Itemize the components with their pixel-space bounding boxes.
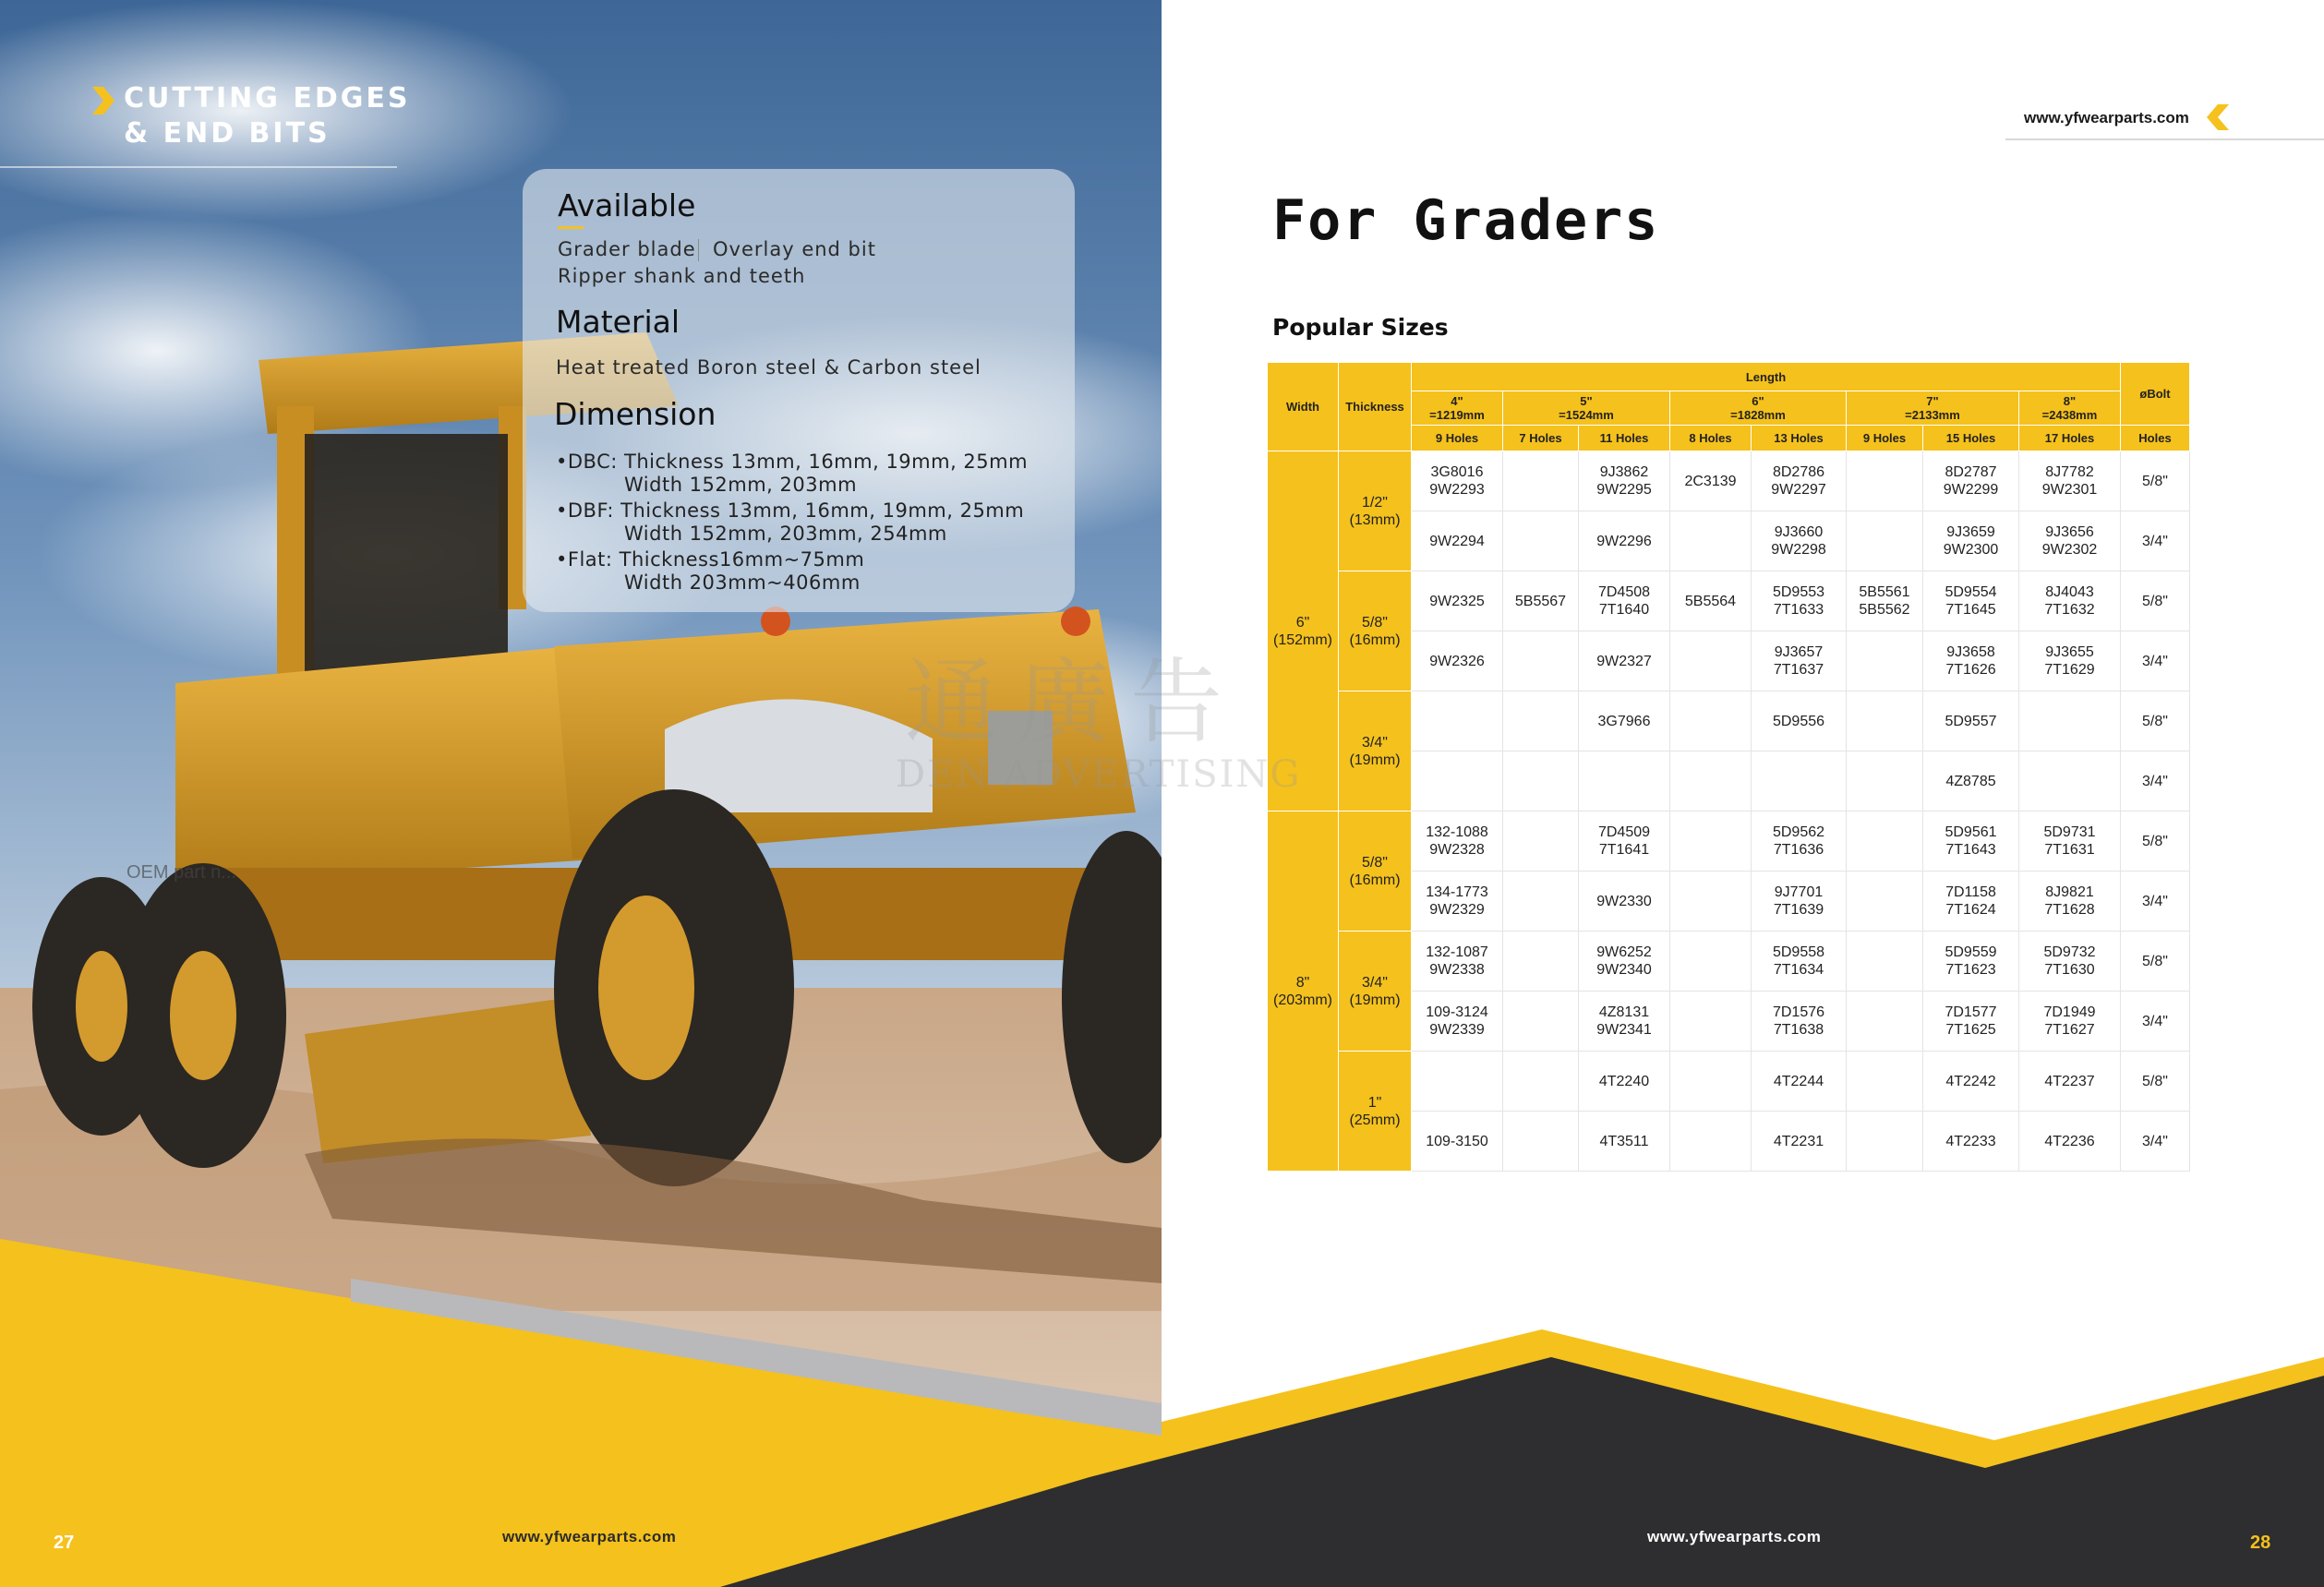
- part-number-cell: [1847, 511, 1923, 571]
- part-number-cell: [1503, 511, 1579, 571]
- width-cell: 6" (152mm): [1268, 451, 1339, 812]
- part-number-cell: 5D9731 7T1631: [2019, 812, 2121, 872]
- part-number-cell: 5D9553 7T1633: [1752, 571, 1847, 631]
- part-number-cell: 8D2787 9W2299: [1923, 451, 2019, 511]
- part-number-cell: 3G8016 9W2293: [1412, 451, 1503, 511]
- material-heading: Material: [556, 304, 680, 340]
- part-number-cell: 9W2325: [1412, 571, 1503, 631]
- part-number-cell: 9J3658 7T1626: [1923, 631, 2019, 691]
- part-number-cell: 4T2242: [1923, 1052, 2019, 1112]
- footer-url-right[interactable]: www.yfwearparts.com: [1647, 1528, 1822, 1545]
- part-number-cell: 4T2240: [1579, 1052, 1670, 1112]
- part-number-cell: [1847, 1112, 1923, 1172]
- part-number-cell: 132-1087 9W2338: [1412, 932, 1503, 992]
- width-cell: 8" (203mm): [1268, 812, 1339, 1172]
- part-number-cell: [1503, 1052, 1579, 1112]
- part-number-cell: 4T2233: [1923, 1112, 2019, 1172]
- part-number-cell: [1670, 992, 1752, 1052]
- part-number-cell: 134-1773 9W2329: [1412, 872, 1503, 932]
- part-number-cell: 9W2327: [1579, 631, 1670, 691]
- part-number-cell: 9J3655 7T1629: [2019, 631, 2121, 691]
- table-row: [1268, 691, 2190, 751]
- table-row: [1268, 451, 2190, 511]
- part-number-cell: 8J9821 7T1628: [2019, 872, 2121, 932]
- header-holes: 9 Holes: [1412, 426, 1503, 451]
- bolt-cell: 3/4": [2121, 751, 2190, 812]
- header-length: Length: [1412, 363, 2121, 391]
- table-body: [1268, 451, 2190, 1172]
- part-number-cell: 5D9558 7T1634: [1752, 932, 1847, 992]
- header-length-6: 6" =1828mm: [1670, 391, 1847, 426]
- sizes-table: [1267, 362, 2190, 1172]
- header-length-7: 7" =2133mm: [1847, 391, 2019, 426]
- thickness-cell: 3/4" (19mm): [1339, 691, 1412, 812]
- part-number-cell: [1579, 751, 1670, 812]
- part-number-cell: 3G7966: [1579, 691, 1670, 751]
- part-number-cell: 109-3150: [1412, 1112, 1503, 1172]
- bolt-cell: 5/8": [2121, 812, 2190, 872]
- page-number-left: 27: [54, 1533, 75, 1553]
- part-number-cell: [1847, 812, 1923, 872]
- part-number-cell: 5B5564: [1670, 571, 1752, 631]
- available-line1b: Overlay end bit: [713, 238, 876, 260]
- part-number-cell: [1670, 751, 1752, 812]
- part-number-cell: 9W2326: [1412, 631, 1503, 691]
- thickness-cell: 3/4" (19mm): [1339, 932, 1412, 1052]
- part-number-cell: 4T2244: [1752, 1052, 1847, 1112]
- part-number-cell: 7D1576 7T1638: [1752, 992, 1847, 1052]
- part-number-cell: [1847, 691, 1923, 751]
- available-line1: Grader blade: [558, 238, 696, 260]
- material-text: Heat treated Boron steel & Carbon steel: [556, 356, 981, 379]
- footer-url-left[interactable]: www.yfwearparts.com: [502, 1528, 677, 1545]
- header-holes: 11 Holes: [1579, 426, 1670, 451]
- part-number-cell: 7D1577 7T1625: [1923, 992, 2019, 1052]
- part-number-cell: [1847, 992, 1923, 1052]
- section-title-line1: CUTTING EDGES: [124, 82, 411, 114]
- header-holes: Holes: [2121, 426, 2190, 451]
- header-length-8: 8" =2438mm: [2019, 391, 2121, 426]
- part-number-cell: [1670, 631, 1752, 691]
- part-number-cell: [1670, 872, 1752, 932]
- bolt-cell: 3/4": [2121, 1112, 2190, 1172]
- part-number-cell: 5D9557: [1923, 691, 2019, 751]
- part-number-cell: [1503, 872, 1579, 932]
- watermark-en: DEN ADVERTISING: [896, 753, 1302, 796]
- part-number-cell: 9W2330: [1579, 872, 1670, 932]
- part-number-cell: 5D9562 7T1636: [1752, 812, 1847, 872]
- dimension-dbf-width: Width 152mm, 203mm, 254mm: [624, 523, 947, 545]
- header-divider-right: [2005, 138, 2324, 140]
- header-holes: 7 Holes: [1503, 426, 1579, 451]
- part-number-cell: 4T2236: [2019, 1112, 2121, 1172]
- part-number-cell: [1847, 872, 1923, 932]
- section-title-line2: & END BITS: [124, 117, 331, 150]
- part-number-cell: 4T2231: [1752, 1112, 1847, 1172]
- page-number-right: 28: [2250, 1533, 2271, 1553]
- available-heading: Available: [558, 187, 696, 223]
- dimension-dbc-width: Width 152mm, 203mm: [624, 474, 858, 496]
- thickness-cell: 1" (25mm): [1339, 1052, 1412, 1172]
- part-number-cell: [2019, 691, 2121, 751]
- part-number-cell: 2C3139: [1670, 451, 1752, 511]
- part-number-cell: [2019, 751, 2121, 812]
- dimension-flat-width: Width 203mm~406mm: [624, 571, 861, 594]
- bolt-cell: 5/8": [2121, 1052, 2190, 1112]
- part-number-cell: 9J3660 9W2298: [1752, 511, 1847, 571]
- part-number-cell: [1412, 691, 1503, 751]
- part-number-cell: [1503, 992, 1579, 1052]
- header-holes: 17 Holes: [2019, 426, 2121, 451]
- header-width: Width: [1268, 363, 1339, 451]
- part-number-cell: 8J4043 7T1632: [2019, 571, 2121, 631]
- part-number-cell: 5D9554 7T1645: [1923, 571, 2019, 631]
- part-number-cell: 5B5561 5B5562: [1847, 571, 1923, 631]
- part-number-cell: 9W2294: [1412, 511, 1503, 571]
- part-number-cell: 9W6252 9W2340: [1579, 932, 1670, 992]
- part-number-cell: [1412, 751, 1503, 812]
- part-number-cell: [1847, 451, 1923, 511]
- dimension-dbc: •DBC: Thickness 13mm, 16mm, 19mm, 25mm: [556, 451, 1029, 473]
- part-number-cell: 9J3862 9W2295: [1579, 451, 1670, 511]
- part-number-cell: [1503, 932, 1579, 992]
- header-holes: 8 Holes: [1670, 426, 1752, 451]
- header-holes: 9 Holes: [1847, 426, 1923, 451]
- header-length-5: 5" =1524mm: [1503, 391, 1670, 426]
- table-subtitle: Popular Sizes: [1272, 314, 1449, 341]
- part-number-cell: 7D4509 7T1641: [1579, 812, 1670, 872]
- table-row: [1268, 932, 2190, 992]
- part-number-cell: [1847, 1052, 1923, 1112]
- header-thickness: Thickness: [1339, 363, 1412, 451]
- part-number-cell: 5D9559 7T1623: [1923, 932, 2019, 992]
- part-number-cell: [1670, 1052, 1752, 1112]
- part-number-cell: 5D9556: [1752, 691, 1847, 751]
- part-number-cell: 9J3659 9W2300: [1923, 511, 2019, 571]
- bolt-cell: 3/4": [2121, 992, 2190, 1052]
- part-number-cell: [1670, 1112, 1752, 1172]
- part-number-cell: 5B5567: [1503, 571, 1579, 631]
- part-number-cell: [1670, 511, 1752, 571]
- page-title: For Graders: [1272, 188, 1660, 253]
- bolt-cell: 3/4": [2121, 511, 2190, 571]
- chevron-left-icon: [2207, 104, 2231, 130]
- part-number-cell: 9J7701 7T1639: [1752, 872, 1847, 932]
- part-number-cell: [1847, 932, 1923, 992]
- part-number-cell: [1503, 631, 1579, 691]
- part-number-cell: 4T3511: [1579, 1112, 1670, 1172]
- part-number-cell: 132-1088 9W2328: [1412, 812, 1503, 872]
- dimension-heading: Dimension: [554, 396, 716, 432]
- part-number-cell: 5D9561 7T1643: [1923, 812, 2019, 872]
- table-row: [1268, 812, 2190, 872]
- header-bolt: øBolt: [2121, 363, 2190, 426]
- part-number-cell: 9W2296: [1579, 511, 1670, 571]
- header-holes: 13 Holes: [1752, 426, 1847, 451]
- part-number-cell: [1670, 932, 1752, 992]
- part-number-cell: 7D4508 7T1640: [1579, 571, 1670, 631]
- part-number-cell: 9J3657 7T1637: [1752, 631, 1847, 691]
- part-number-cell: 4Z8131 9W2341: [1579, 992, 1670, 1052]
- available-line2: Ripper shank and teeth: [558, 265, 806, 287]
- part-number-cell: 8D2786 9W2297: [1752, 451, 1847, 511]
- part-number-cell: 5D9732 7T1630: [2019, 932, 2121, 992]
- watermark-cn: 通廣告: [905, 648, 1243, 756]
- part-number-cell: 8J7782 9W2301: [2019, 451, 2121, 511]
- table-row: [1268, 571, 2190, 631]
- part-number-cell: [1847, 751, 1923, 812]
- bolt-cell: 3/4": [2121, 631, 2190, 691]
- bolt-cell: 5/8": [2121, 451, 2190, 511]
- thickness-cell: 5/8" (16mm): [1339, 812, 1412, 932]
- header-holes: 15 Holes: [1923, 426, 2019, 451]
- thickness-cell: 1/2" (13mm): [1339, 451, 1412, 571]
- table-row: [1268, 1052, 2190, 1112]
- part-number-cell: [1847, 631, 1923, 691]
- part-number-cell: 109-3124 9W2339: [1412, 992, 1503, 1052]
- part-number-cell: 7D1949 7T1627: [2019, 992, 2121, 1052]
- oem-note: OEM part n...: [126, 862, 236, 883]
- dimension-dbf: •DBF: Thickness 13mm, 16mm, 19mm, 25mm: [556, 499, 1025, 522]
- bolt-cell: 5/8": [2121, 691, 2190, 751]
- header-url[interactable]: www.yfwearparts.com: [2024, 109, 2189, 126]
- part-number-cell: 7D1158 7T1624: [1923, 872, 2019, 932]
- part-number-cell: [1503, 812, 1579, 872]
- part-number-cell: [1412, 1052, 1503, 1112]
- part-number-cell: [1503, 691, 1579, 751]
- bolt-cell: 3/4": [2121, 872, 2190, 932]
- part-number-cell: [1503, 1112, 1579, 1172]
- header-length-4: 4" =1219mm: [1412, 391, 1503, 426]
- part-number-cell: [1670, 812, 1752, 872]
- part-number-cell: [1752, 751, 1847, 812]
- part-number-cell: 4Z8785: [1923, 751, 2019, 812]
- bolt-cell: 5/8": [2121, 571, 2190, 631]
- part-number-cell: [1670, 691, 1752, 751]
- bolt-cell: 5/8": [2121, 932, 2190, 992]
- dimension-flat: •Flat: Thickness16mm~75mm: [556, 548, 865, 571]
- part-number-cell: [1503, 451, 1579, 511]
- part-number-cell: [1503, 751, 1579, 812]
- thickness-cell: 5/8" (16mm): [1339, 571, 1412, 691]
- part-number-cell: 9J3656 9W2302: [2019, 511, 2121, 571]
- part-number-cell: 4T2237: [2019, 1052, 2121, 1112]
